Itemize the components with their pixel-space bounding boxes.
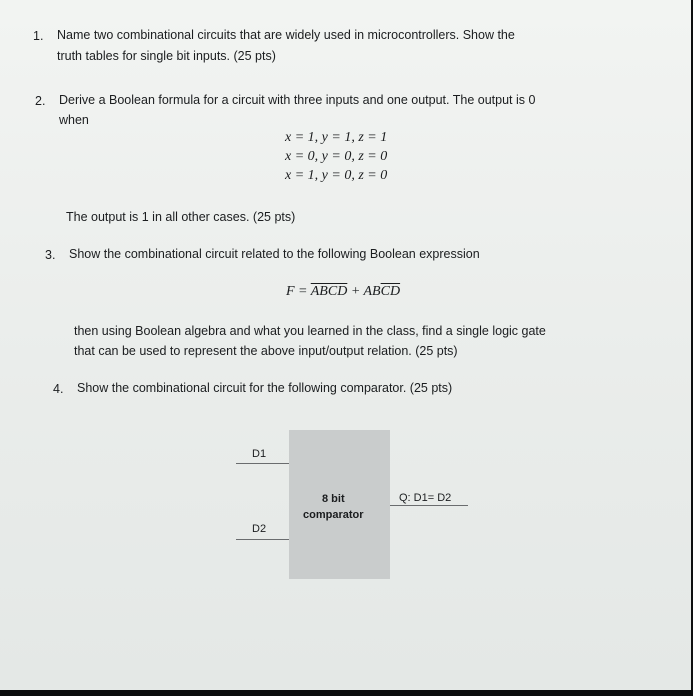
formula-term1-overbar: ABCD bbox=[310, 284, 348, 299]
q2-condition-3: x = 1, y = 0, z = 0 bbox=[285, 168, 388, 183]
q2-text-line3: The output is 1 in all other cases. (25 pts) bbox=[66, 210, 296, 224]
formula-plus: + AB bbox=[347, 284, 381, 299]
q3-text-line2: then using Boolean algebra and what you learned in the class, find a single logic gate bbox=[74, 324, 546, 338]
comparator-label-line1: 8 bit bbox=[322, 493, 345, 505]
input-d1-label: D1 bbox=[252, 448, 267, 460]
q1-number: 1. bbox=[33, 29, 44, 43]
q1-text-line2: truth tables for single bit inputs. (25 pts) bbox=[57, 49, 276, 63]
bottom-edge bbox=[0, 690, 693, 696]
q4-text-line1: Show the combinational circuit for the following comparator. (25 pts) bbox=[77, 381, 453, 395]
q4-number: 4. bbox=[53, 382, 64, 396]
input-d2-label: D2 bbox=[252, 523, 267, 535]
q2-text-line1: Derive a Boolean formula for a circuit with three inputs and one output. The output is 0 bbox=[59, 93, 536, 107]
input-d2-wire bbox=[236, 539, 289, 540]
formula-lhs: F = bbox=[286, 284, 311, 299]
q2-condition-1: x = 1, y = 1, z = 1 bbox=[285, 130, 388, 145]
formula-term2-overbar: $\overline{CD}$ bbox=[380, 284, 401, 299]
q2-number: 2. bbox=[35, 94, 46, 108]
input-d1-wire bbox=[236, 463, 289, 464]
comparator-label-line2: comparator bbox=[303, 509, 364, 521]
q2-condition-2: x = 0, y = 0, z = 0 bbox=[285, 149, 388, 164]
output-wire bbox=[390, 505, 468, 506]
q1-text-line1: Name two combinational circuits that are widely used in microcontrollers. Show the bbox=[57, 28, 515, 42]
q3-text-line1: Show the combinational circuit related to the following Boolean expression bbox=[69, 247, 480, 261]
q3-text-line3: that can be used to represent the above input/output relation. (25 pts) bbox=[74, 344, 458, 358]
q2-text-line2: when bbox=[59, 113, 89, 127]
output-label: Q: D1= D2 bbox=[399, 492, 452, 504]
q3-number: 3. bbox=[45, 248, 56, 262]
boolean-expression bbox=[286, 284, 400, 300]
